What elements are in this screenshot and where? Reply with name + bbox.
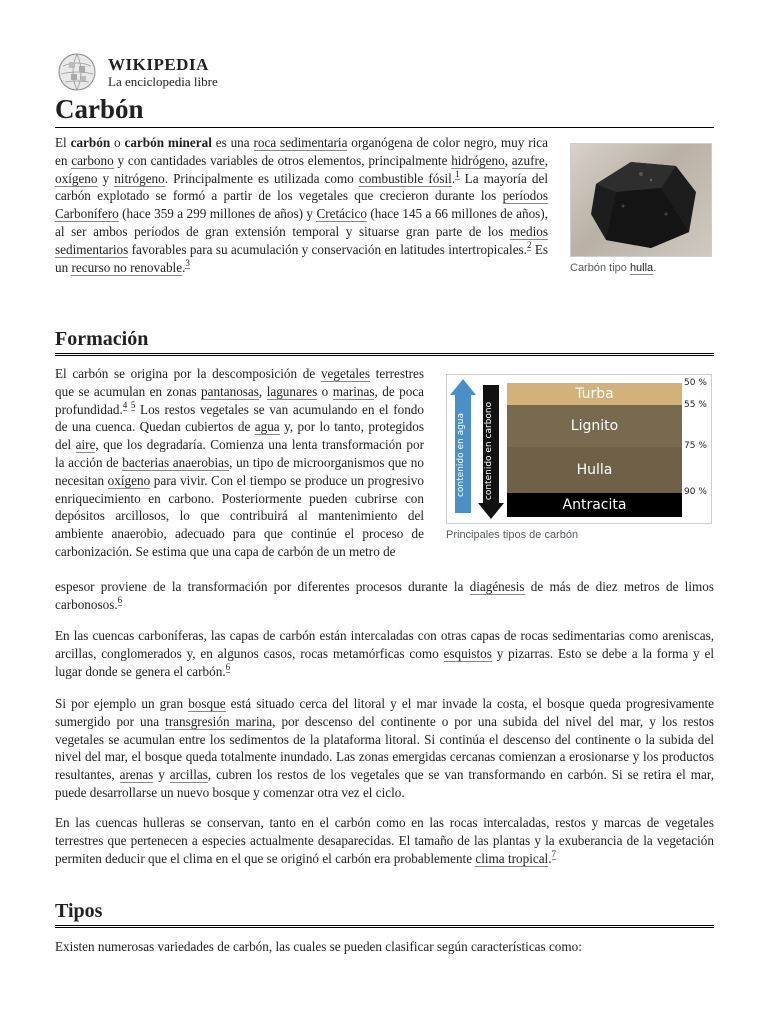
link[interactable]: Carbonífero	[55, 206, 119, 222]
layer-lignito: Lignito	[507, 405, 682, 447]
text: terrestres que se acumulan en zonas	[55, 366, 425, 399]
text: y	[153, 767, 170, 783]
link-hulla[interactable]: hulla	[629, 262, 654, 274]
text: , un tipo de microorganismos que no necesitan	[55, 454, 424, 488]
link[interactable]: combustible fósil	[358, 170, 452, 186]
layer-antracita: Antracita	[507, 493, 682, 517]
formacion-paragraph-2	[55, 627, 714, 680]
link[interactable]: oxígeno	[107, 472, 151, 488]
link[interactable]: Cretácico	[316, 206, 367, 222]
bold-term: carbón	[70, 135, 111, 150]
percent-label: 50 %	[684, 378, 707, 388]
link[interactable]: esquistos	[443, 645, 492, 661]
link[interactable]: lagunares	[266, 383, 318, 399]
text: para vivir. Con el tiempo se produce un progresivo enriquecimiento en carbono. Posteriormente pueden cubrirse con depósitos arcillosos, lo que contribuirá al mantenimiento del ambiente anaerobio, adecuado para que continúe el proceso de carbonización. Se estima que una capa de carbón de un metro de	[55, 472, 424, 559]
link[interactable]: vegetales	[320, 366, 370, 381]
link[interactable]: períodos	[502, 188, 548, 204]
link[interactable]: recurso no renovable	[71, 259, 183, 275]
arrow-carbon-label: contenido en carbono	[484, 401, 494, 501]
text: y con cantidades variables de otros elementos, principalmente	[113, 152, 452, 168]
formacion-paragraph-3	[55, 695, 714, 802]
coal-lump-icon	[571, 144, 711, 256]
formacion-paragraph-1	[55, 365, 424, 561]
text: La mayoría del carbón explotado se formó a partir de los vegetales que crecieron durante los	[55, 170, 548, 204]
link[interactable]: hidrógeno	[451, 152, 505, 168]
text: ,	[258, 383, 267, 399]
link[interactable]: marinas	[332, 383, 375, 399]
text: , que los degradaría. Comienza una lenta transformación por la acción de	[55, 437, 424, 470]
wikipedia-brand[interactable]	[108, 56, 218, 89]
ref-link[interactable]: 6	[117, 595, 123, 606]
text: En las cuencas carboníferas, las capas de carbón están intercaladas con otras capas de rocas sedimentarias como areniscas, arcillas, conglomerados y, en algunos casos, rocas metamórficas como	[55, 628, 714, 661]
text: es una	[211, 135, 254, 150]
link[interactable]: aire	[75, 437, 96, 453]
ref-link[interactable]: 6	[225, 662, 231, 673]
link[interactable]: carbono	[71, 152, 114, 168]
text: .	[451, 170, 456, 186]
text: .	[548, 850, 552, 866]
text: y pizarras. Esto se debe a la forma y el lugar donde se genera el carbón.	[55, 645, 714, 679]
link[interactable]: arcillas	[169, 767, 208, 783]
text: Los restos vegetales se van acumulando en el fondo de una cuenca. Quedan cubiertos de	[55, 401, 424, 435]
link[interactable]: agua	[254, 419, 280, 435]
text: favorables para su acumulación y conservación en latitudes intertropicales.	[128, 241, 527, 257]
figure-carbon-photo	[570, 143, 712, 274]
wordmark: WIKIPEDIA	[108, 55, 209, 74]
text: .	[182, 259, 186, 275]
reference[interactable]	[123, 400, 136, 411]
link[interactable]: transgresión marina	[165, 713, 273, 729]
figure-caption	[570, 262, 712, 274]
intro-paragraph	[55, 134, 548, 276]
text: (hace 145 a 66 millones de años), al ser ambos períodos de gran extensión temporal y situarse gran parte de los	[55, 206, 548, 239]
text: , por descenso del continente o por una subida del nivel del mar, y los restos vegetales se acumulan entre los sedimentos de la plataforma litoral. Si continúa el descenso del continente o la subida del nivel del mar, el bosque queda totalmente inundado. Las zonas emergidas cercanas comienzan a erosionarse y los productos resultantes,	[55, 713, 714, 783]
arrows-graphic	[447, 375, 507, 523]
link[interactable]: bacterias anaerobias	[122, 454, 230, 470]
text: Si por ejemplo un gran	[55, 696, 189, 711]
percent-label: 90 %	[684, 487, 707, 497]
text: espesor proviene de la transformación por diferentes procesos durante la	[55, 579, 470, 594]
link[interactable]: medios sedimentarios	[55, 223, 548, 257]
text: En las cuencas hulleras se conservan, tanto en el carbón como en las rocas intercaladas, restos y marcas de vegetales terrestres que pertenecen a especies actualmente desaparecidas. El tamaño de las plantas y la exuberancia de la vegetación permiten deducir que el clima en el que se originó el carbón era probablemente	[55, 815, 714, 866]
text: ,	[544, 152, 548, 168]
page-title: Carbón	[55, 92, 714, 128]
ref-link[interactable]: 1	[455, 169, 460, 180]
tagline: La enciclopedia libre	[108, 74, 218, 89]
text: o	[110, 135, 125, 150]
text: y	[97, 170, 115, 186]
ref-link[interactable]: 4	[122, 400, 128, 411]
link[interactable]: clima tropical	[475, 850, 549, 866]
bold-term: carbón mineral	[124, 135, 212, 150]
arrow-water-label: contenido en agua	[456, 412, 466, 498]
formacion-paragraph-1-cont	[55, 578, 714, 614]
link[interactable]: pantanosas	[201, 383, 259, 399]
reference[interactable]	[118, 595, 123, 606]
text: o	[317, 383, 333, 399]
reference[interactable]	[552, 849, 557, 860]
section-heading-tipos: Tipos	[55, 898, 714, 928]
caption-text: Carbón tipo	[570, 262, 630, 274]
formacion-paragraph-4	[55, 814, 714, 867]
layer-turba: Turba	[507, 383, 682, 405]
tipos-paragraph: Existen numerosas variedades de carbón, las cuales se pueden clasificar según características como:	[55, 939, 582, 954]
text: , cubren los restos de los vegetales que se van transformando en carbón. Si se retira el mar, puede desarrollarse un nuevo bosque y comenzar otra vez el ciclo.	[55, 767, 714, 800]
reference[interactable]	[185, 258, 190, 269]
ref-link[interactable]: 3	[185, 258, 190, 269]
coal-types-diagram[interactable]	[446, 374, 712, 524]
link[interactable]: nitrógeno	[114, 170, 165, 186]
figure-coal-types	[446, 374, 712, 541]
percent-label: 55 %	[684, 400, 707, 410]
wikipedia-globe-icon[interactable]	[55, 52, 99, 92]
text: . Principalmente es utilizada como	[164, 170, 359, 186]
ref-link[interactable]: 2	[526, 240, 532, 251]
reference[interactable]	[226, 662, 231, 673]
caption-text: .	[653, 262, 657, 274]
figure-caption: Principales tipos de carbón	[446, 529, 579, 541]
text: Es un	[55, 241, 549, 275]
section-heading-formacion: Formación	[55, 326, 714, 356]
ref-link[interactable]: 7	[551, 849, 557, 860]
link[interactable]: bosque	[188, 696, 226, 711]
carbon-photo[interactable]	[570, 143, 712, 257]
text: El carbón se origina por la descomposición de	[55, 366, 321, 381]
text: ,	[504, 152, 512, 168]
text: (hace 359 a 299 millones de años) y	[118, 206, 317, 222]
text: El	[55, 135, 71, 150]
link[interactable]: roca sedimentaria	[253, 135, 348, 150]
text: y, por lo tanto, protegidos del	[55, 419, 424, 453]
text: organógena de color negro, muy rica en	[55, 135, 548, 168]
link[interactable]: oxígeno	[55, 170, 98, 186]
link[interactable]: diagénesis	[469, 579, 525, 594]
ref-link[interactable]: 5	[130, 400, 136, 411]
percent-label: 75 %	[684, 441, 707, 451]
text: está situado cerca del litoral y el mar invade la costa, el bosque queda progresivamente sumergido por una	[55, 696, 714, 729]
link[interactable]: arenas	[119, 767, 154, 783]
link[interactable]: azufre	[511, 152, 545, 168]
text: de más de diez metros de limos carbonosos.	[55, 579, 714, 612]
text: , de poca profundidad.	[55, 383, 425, 417]
layer-hulla: Hulla	[507, 447, 682, 493]
